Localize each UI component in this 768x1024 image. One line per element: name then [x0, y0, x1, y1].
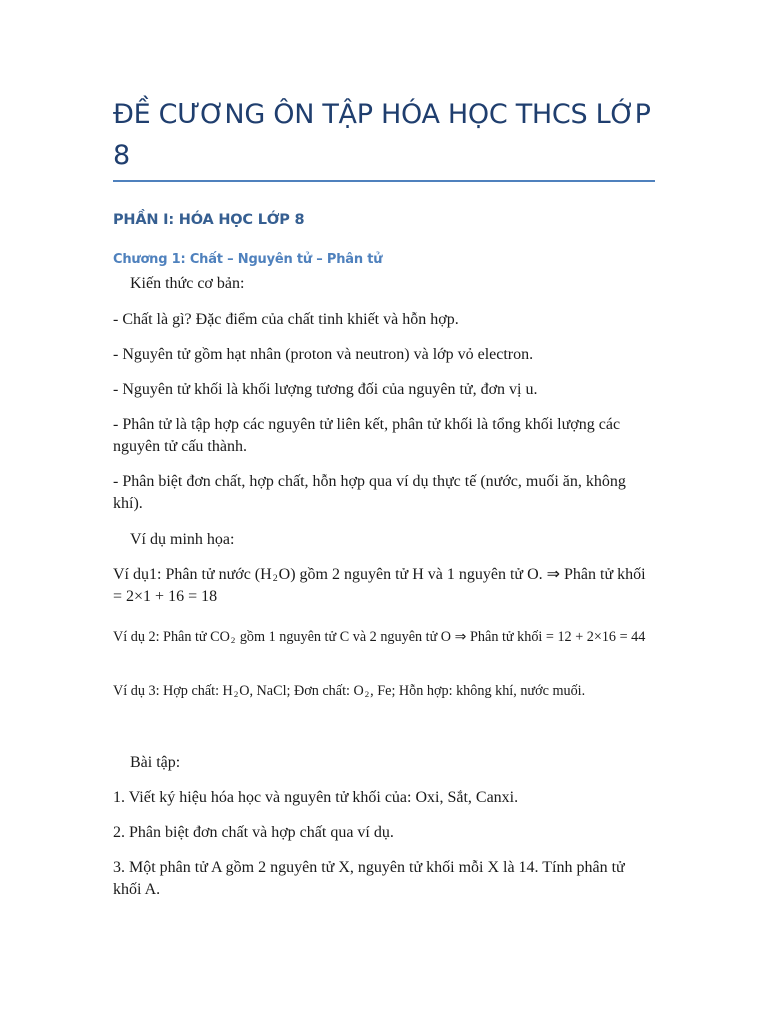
example-2-text-cont: gồm 1 nguyên tử C và 2 nguyên tử O ⇒ Phân tử khối = 12 + 2×16 = 44: [236, 629, 646, 645]
example-1-text: Ví dụ1: Phân tử nước (H: [113, 566, 272, 583]
example-1-subscript: 2: [272, 573, 278, 585]
example-3-subscript: 2: [364, 689, 370, 700]
example-2-text: Ví dụ 2: Phân tử CO: [113, 629, 230, 645]
knowledge-item: - Chất là gì? Đặc điểm của chất tinh khiết và hỗn hợp.: [113, 311, 459, 328]
title-underline: [113, 180, 655, 182]
document-title: ĐỀ CƯƠNG ÔN TẬP HÓA HỌC THCS LỚP 8: [113, 99, 651, 171]
example-2-subscript: 2: [230, 635, 236, 646]
knowledge-label: Kiến thức cơ bản:: [130, 275, 245, 292]
exercises-label: Bài tập:: [130, 754, 181, 771]
exercise-item: 1. Viết ký hiệu hóa học và nguyên tử khối của: Oxi, Sắt, Canxi.: [113, 789, 519, 806]
example-3-text-end: , Fe; Hỗn hợp: không khí, nước muối.: [370, 683, 586, 699]
example-3-text: Ví dụ 3: Hợp chất: H: [113, 683, 233, 699]
examples-label: Ví dụ minh họa:: [130, 531, 235, 548]
knowledge-item: - Phân tử là tập hợp các nguyên tử liên kết, phân tử khối là tổng khối lượng các nguyên tử cấu thành.: [113, 416, 621, 455]
knowledge-item: - Phân biệt đơn chất, hợp chất, hỗn hợp qua ví dụ thực tế (nước, muối ăn, không khí).: [113, 473, 626, 512]
exercise-item: 2. Phân biệt đơn chất và hợp chất qua ví dụ.: [113, 824, 394, 841]
example-3-text-cont: O, NaCl; Đơn chất: O: [239, 683, 364, 699]
example-1: [113, 564, 655, 608]
chapter-heading: Chương 1: Chất – Nguyên tử – Phân tử: [113, 252, 383, 267]
knowledge-item: - Nguyên tử gồm hạt nhân (proton và neutron) và lớp vỏ electron.: [113, 346, 534, 363]
example-3: [113, 682, 655, 700]
knowledge-item: - Nguyên tử khối là khối lượng tương đối của nguyên tử, đơn vị u.: [113, 381, 538, 398]
part-heading: PHẦN I: HÓA HỌC LỚP 8: [113, 212, 305, 228]
example-1-text-cont: O) gồm 2 nguyên tử H và 1 nguyên tử O. ⇒ Phân tử khối = 2×1 + 16 = 18: [113, 566, 646, 605]
example-3-subscript: 2: [233, 689, 239, 700]
example-2: [113, 628, 655, 646]
exercise-item: 3. Một phân tử A gồm 2 nguyên tử X, nguyên tử khối mỗi X là 14. Tính phân tử khối A.: [113, 859, 625, 898]
